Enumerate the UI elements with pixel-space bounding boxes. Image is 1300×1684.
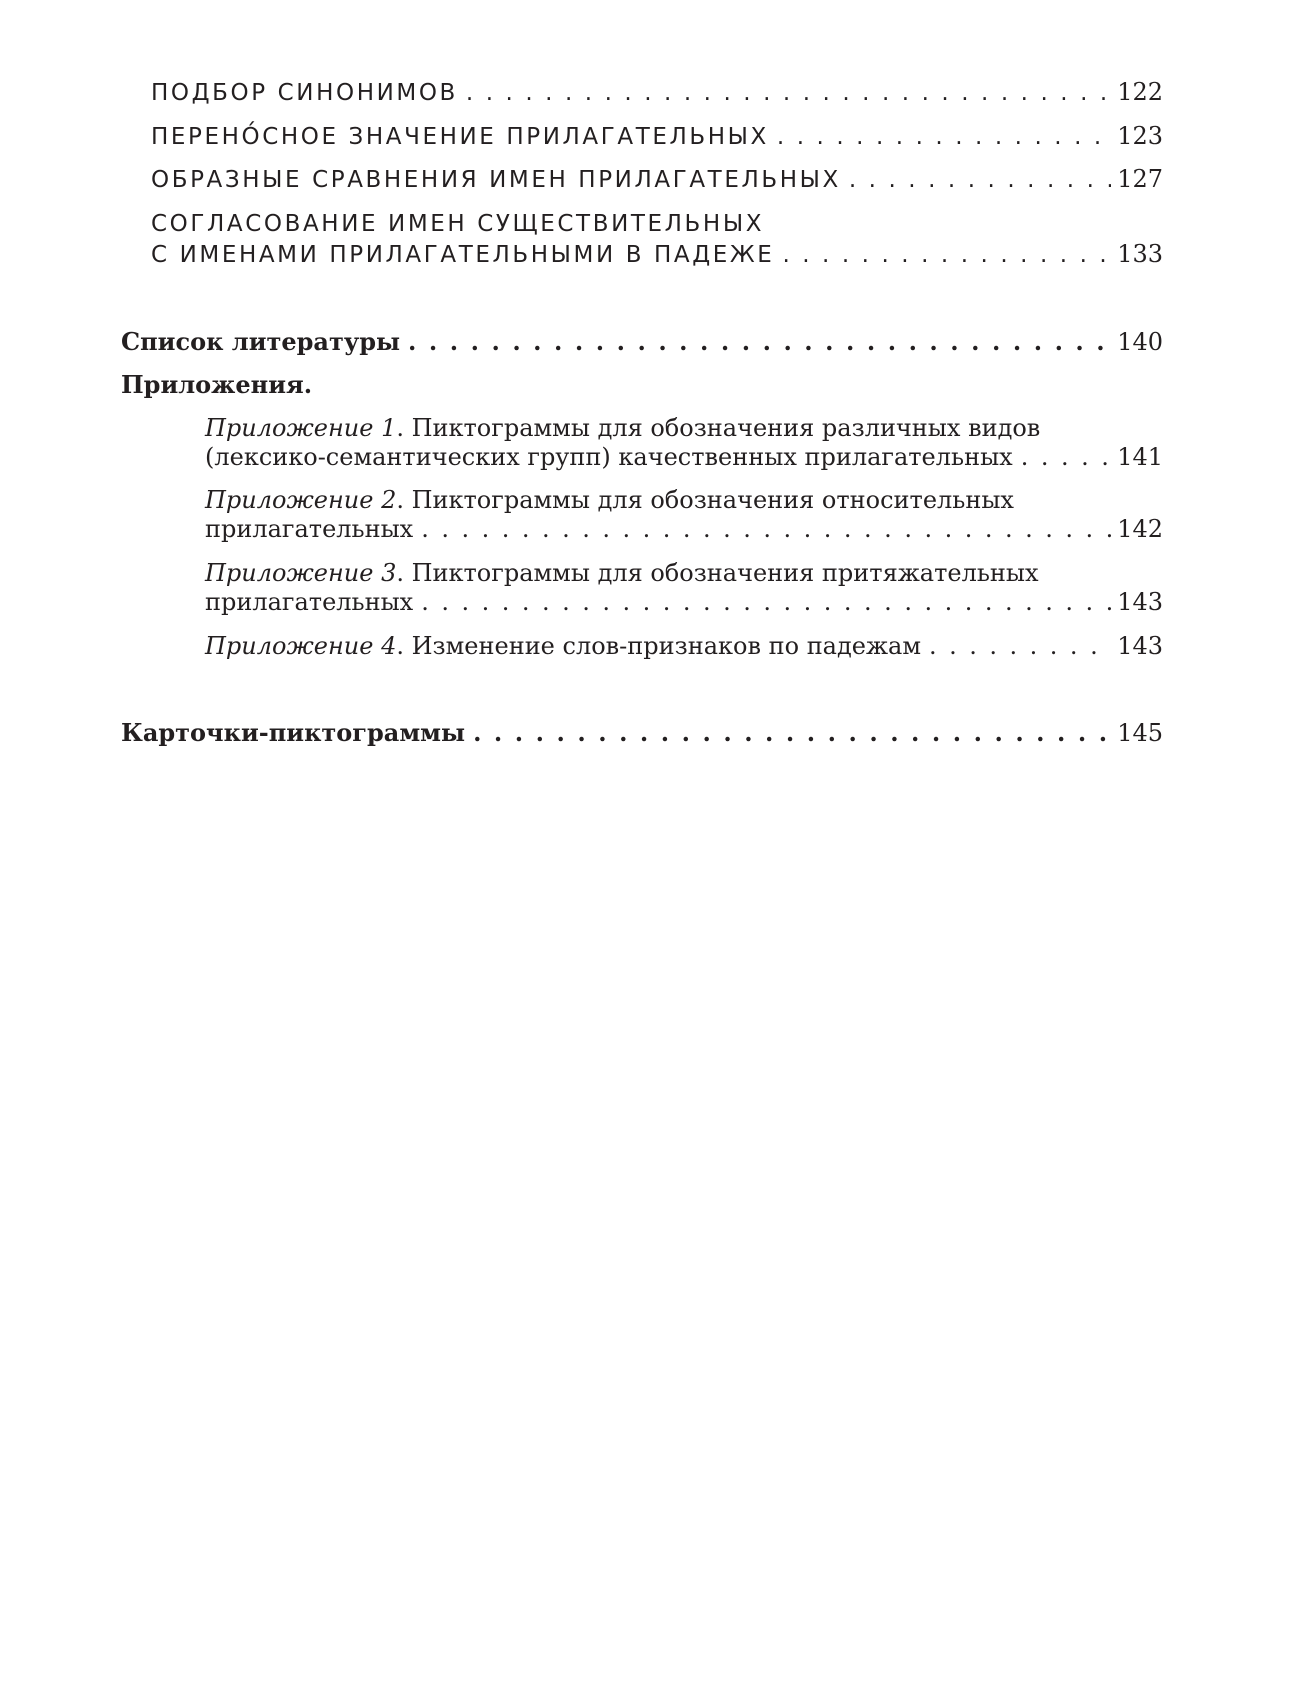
- dot-leader: [408, 327, 1111, 356]
- dot-leader: [473, 718, 1111, 747]
- toc-entry-title: (лексико-семантических групп) качественных прилагательных: [205, 443, 1013, 471]
- toc-entry-appendix-1[interactable]: [205, 443, 1163, 471]
- toc-page-number: 143: [1117, 588, 1163, 616]
- dot-leader: [1021, 443, 1111, 471]
- appendix-label: Приложение 3: [205, 559, 397, 587]
- toc-entry-title: ОБРАЗНЫЕ СРАВНЕНИЯ ИМЕН ПРИЛАГАТЕЛЬНЫХ: [151, 167, 841, 193]
- toc-entry-agreement-line1: СОГЛАСОВАНИЕ ИМЕН СУЩЕСТВИТЕЛЬНЫХ: [151, 211, 765, 237]
- toc-entry-title: ПЕРЕНО́СНОЕ ЗНАЧЕНИЕ ПРИЛАГАТЕЛЬНЫХ: [151, 124, 769, 150]
- toc-entry-cards[interactable]: [121, 718, 1163, 747]
- appendices-heading: Приложения.: [121, 370, 313, 399]
- appendix-label: Приложение 4: [205, 632, 397, 660]
- toc-page-number: 143: [1117, 632, 1163, 660]
- toc-entry-appendix-4[interactable]: [205, 632, 1163, 660]
- appendix-1-line1: [205, 414, 1040, 442]
- toc-entry-title: прилагательных: [205, 515, 414, 543]
- appendix-text: . Пиктограммы для обозначения различных видов: [396, 414, 1041, 442]
- dot-leader: [421, 515, 1111, 543]
- toc-entry-title: [205, 632, 921, 660]
- toc-entry-comparisons[interactable]: [151, 165, 1163, 193]
- appendix-text: . Изменение слов-признаков по падежам: [396, 632, 922, 660]
- dot-leader: [466, 80, 1111, 106]
- appendix-3-line1: [205, 559, 1039, 587]
- appendix-label: Приложение 1: [205, 414, 397, 442]
- appendix-label: Приложение 2: [205, 486, 397, 514]
- toc-entry-appendix-2[interactable]: [205, 515, 1163, 543]
- toc-page-number: 122: [1117, 78, 1163, 106]
- toc-entry-title: С ИМЕНАМИ ПРИЛАГАТЕЛЬНЫМИ В ПАДЕЖЕ: [151, 242, 775, 268]
- toc-page-number: 141: [1117, 443, 1163, 471]
- toc-entry-title: ПОДБОР СИНОНИМОВ: [151, 80, 458, 106]
- toc-entry-figurative-meaning[interactable]: [151, 122, 1163, 150]
- dot-leader: [849, 167, 1111, 193]
- toc-entry-appendix-3[interactable]: [205, 588, 1163, 616]
- dot-leader: [929, 632, 1111, 660]
- toc-page-number: 133: [1117, 240, 1163, 268]
- toc-entry-title: Список литературы: [121, 327, 401, 356]
- toc-page-number: 142: [1117, 515, 1163, 543]
- toc-entry-title: прилагательных: [205, 588, 414, 616]
- toc-page-number: 140: [1117, 328, 1163, 356]
- toc-entry-agreement[interactable]: [151, 240, 1163, 268]
- appendix-2-line1: [205, 486, 1014, 514]
- dot-leader: [777, 124, 1111, 150]
- toc-page-number: 123: [1117, 122, 1163, 150]
- appendix-text: . Пиктограммы для обозначения притяжательных: [396, 559, 1039, 587]
- appendix-text: . Пиктограммы для обозначения относительных: [396, 486, 1014, 514]
- dot-leader: [782, 242, 1111, 268]
- dot-leader: [421, 588, 1111, 616]
- toc-entry-references[interactable]: [121, 327, 1163, 356]
- toc-entry-synonyms[interactable]: [151, 78, 1163, 106]
- toc-page-number: 127: [1117, 165, 1163, 193]
- toc-entry-title: Карточки-пиктограммы: [121, 718, 466, 747]
- toc-page-number: 145: [1117, 719, 1163, 747]
